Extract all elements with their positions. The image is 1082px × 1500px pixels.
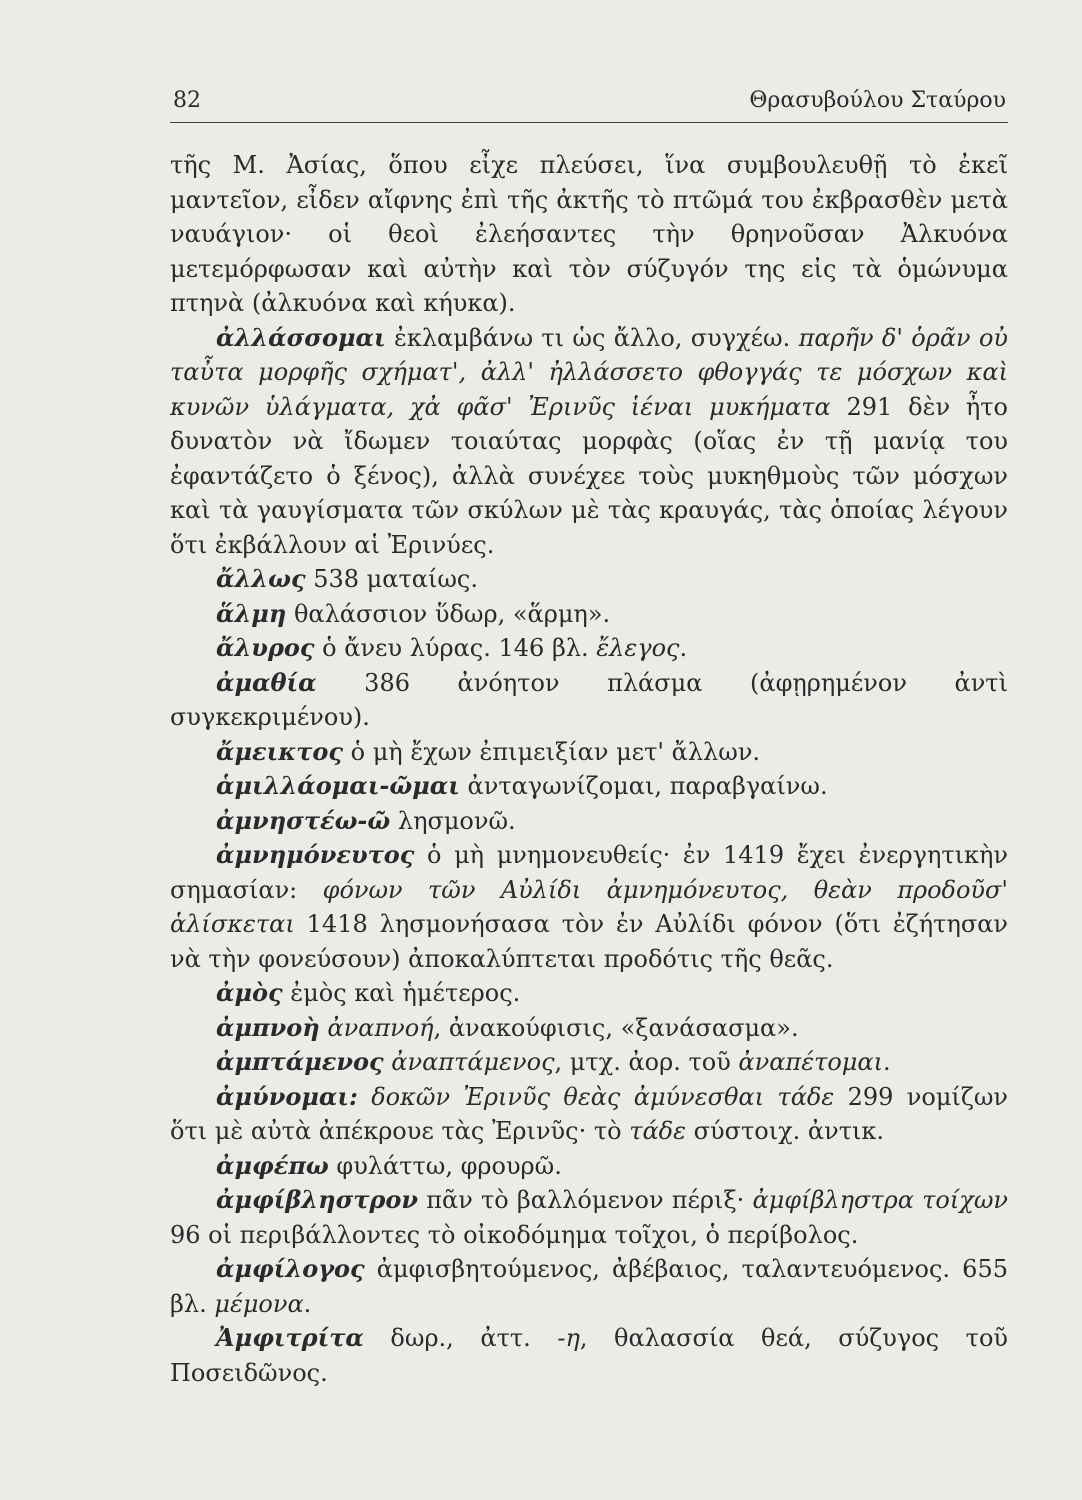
entry-headword: ἁμιλλάομαι-ῶμαι	[216, 771, 460, 800]
entry-headword: ἀμὸς	[216, 978, 283, 1007]
entry-quotation: -η	[557, 1324, 580, 1352]
glossary-entry	[170, 804, 1008, 839]
entry-definition: σύστοιχ. ἀντικ.	[686, 1117, 885, 1145]
entry-quotation: ἔλεγος	[596, 634, 680, 662]
running-head: Θρασυβούλου Σταύρου	[749, 88, 1006, 113]
glossary-entry	[170, 838, 1008, 976]
glossary-entry	[170, 1183, 1008, 1252]
entry-definition: 1418 λησμονήσασα τὸν ἐν Αὐλίδι φόνον (ὅτι ἐζήτησαν νὰ τὴν φονεύσουν) ἀποκαλύπτεται προδότις τῆς θεᾶς.	[170, 910, 1008, 973]
page-header	[170, 82, 1008, 123]
entry-definition: ἀνταγωνίζομαι, παραβγαίνω.	[459, 772, 828, 800]
entry-definition: ὁ ἄνευ λύρας. 146 βλ.	[314, 634, 597, 662]
glossary-entry	[170, 597, 1008, 632]
entry-definition: , μτχ. ἀορ. τοῦ	[554, 1048, 739, 1076]
entry-headword: ἀμφίβληστρον	[216, 1185, 419, 1214]
entry-quotation: ἀναπέτομαι	[738, 1048, 884, 1076]
entry-definition: 96 οἱ περιβάλλοντες τὸ οἰκοδόμημα τοῖχοι, ὁ περίβολος.	[170, 1220, 859, 1249]
glossary-entry	[170, 735, 1008, 770]
glossary-entry	[170, 1080, 1008, 1149]
entry-quotation: παρῆν δ' ὁρᾶν οὐ ταὖτα μορφῆς σχήματ', ἀλλ' ἠλλάσσετο φθογγάς τε μόσχων καὶ κυνῶν ὑλάγματα, χἀ φᾶσ' Ἐρινῦς ἱέναι μυκήματα	[170, 323, 1009, 421]
entry-quotation: ἀμφίβληστρα τοίχων	[752, 1186, 1008, 1214]
glossary-body	[170, 148, 1008, 1390]
glossary-entries	[170, 321, 1008, 1391]
entry-headword: Ἀμφιτρίτα	[216, 1323, 364, 1352]
entry-definition: .	[303, 1289, 312, 1318]
glossary-entry	[170, 666, 1008, 735]
entry-definition: 299 νομίζων ὅτι μὲ αὐτὰ ἀπέκρουε τὰς Ἐρινῦς· τὸ	[170, 1082, 1008, 1145]
entry-definition: ὁ μὴ ἔχων ἐπιμειξίαν μετ' ἄλλων.	[343, 737, 761, 766]
entry-quotation: τάδε	[629, 1117, 686, 1145]
glossary-entry	[170, 631, 1008, 666]
entry-definition: , ἀνακούφισις, «ξανάσασμα».	[433, 1013, 799, 1042]
entry-headword: ἄμεικτος	[216, 736, 343, 766]
entry-quotation: δοκῶν Ἐρινῦς θεὰς ἀμύνεσθαι τάδε	[371, 1082, 835, 1111]
glossary-entry	[170, 321, 1008, 563]
entry-headword: ἀμαθία	[216, 667, 317, 697]
entry-definition: 538 ματαίως.	[305, 565, 478, 593]
glossary-entry	[170, 1321, 1008, 1390]
glossary-entry	[170, 769, 1008, 804]
entry-definition: ὁ μὴ μνημονευθείς· ἐν 1419 ἔχει ἐνεργητικὴν σημασίαν:	[170, 841, 1008, 904]
entry-quotation: ἀναπνοή	[327, 1013, 434, 1042]
entry-definition: .	[883, 1048, 891, 1076]
entry-definition: ἐκλαμβάνω τι ὡς ἄλλο, συγχέω.	[385, 323, 799, 352]
continuation-paragraph: τῆς Μ. Ἀσίας, ὅπου εἶχε πλεύσει, ἵνα συμβουλευθῇ τὸ ἐκεῖ μαντεῖον, εἶδεν αἴφνης ἐπὶ τῆς ἀκτῆς τὸ πτῶμά του ἐκβρασθὲν μετὰ ναυάγιον· οἱ θεοὶ ἐλεήσαντες τὴν θρηνοῦσαν Ἀλκυόνα μετεμόρφωσαν καὶ αὐτὴν καὶ τὸν σύζυγόν της εἰς τὰ ὁμώνυμα πτηνὰ (ἀλκυόνα καὶ κήυκα).	[170, 151, 1008, 317]
entry-quotation: μέμονα	[214, 1289, 304, 1318]
glossary-entry	[170, 1149, 1008, 1184]
entry-definition: 291 δὲν ἦτο δυνατὸν νὰ ἴδωμεν τοιαύτας μορφὰς (οἵας ἐν τῇ μανίᾳ του ἐφαντάζετο ὁ ξένος), ἀλλὰ συνέχεε τοὺς μυκηθμοὺς τῶν μόσχων καὶ τὰ γαυγίσματα τῶν σκύλων μὲ τὰς κραυγάς, τὰς ὁποίας λέγουν ὅτι ἐκβάλλουν αἱ Ἐρινύες.	[170, 392, 1008, 559]
entry-headword: ἀμπνοὴ	[216, 1012, 320, 1042]
glossary-entry	[170, 1045, 1008, 1080]
entry-headword: ἀμνηστέω-ῶ	[216, 805, 391, 835]
entry-definition: .	[679, 634, 688, 662]
entry-definition: λησμονῶ.	[390, 806, 516, 835]
entry-definition: ἀμφισβητούμενος, ἀβέβαιος, ταλαντευόμενος. 655 βλ.	[170, 1255, 1008, 1318]
glossary-entry	[170, 1011, 1008, 1046]
entry-quotation: φόνων τῶν Αὐλίδι ἀμνημόνευτος, θεὰν προδοῦσ' ἁλίσκεται	[170, 875, 1009, 938]
entry-definition: δωρ., ἀττ.	[363, 1324, 558, 1352]
entry-definition: , θαλασσία θεά, σύζυγος τοῦ Ποσειδῶνος.	[170, 1324, 1008, 1387]
entry-definition: ἐμὸς καὶ ἡμέτερος.	[282, 979, 521, 1007]
glossary-entry	[170, 1252, 1008, 1321]
entry-headword: ἀμφέπω	[216, 1150, 329, 1180]
glossary-entry	[170, 562, 1008, 597]
page-number: 82	[173, 88, 201, 113]
entry-definition: 386 ἀνόητον πλάσμα (ἀφῃρημένον ἀντὶ συγκεκριμένου).	[170, 668, 1008, 731]
entry-headword: ἀμπτάμενος	[216, 1047, 384, 1076]
entry-headword: ἀλλάσσομαι	[216, 322, 386, 352]
entry-definition: φυλάττω, φρουρῶ.	[328, 1151, 562, 1180]
entry-headword: ἄλυρος	[216, 633, 315, 662]
entry-definition: πᾶν τὸ βαλλόμενον πέριξ·	[418, 1186, 753, 1214]
glossary-entry	[170, 976, 1008, 1011]
entry-definition: θαλάσσιον ὕδωρ, «ἅρμη».	[286, 599, 611, 628]
entry-headword: ἀμφίλογος	[216, 1254, 365, 1283]
entry-quotation: ἀναπτάμενος	[391, 1048, 555, 1076]
entry-definition	[358, 1083, 371, 1111]
entry-headword: ἀμύνομαι:	[216, 1081, 358, 1111]
entry-headword: ἀμνημόνευτος	[216, 840, 415, 869]
entry-headword: ἄλλως	[216, 564, 306, 593]
entry-headword: ἅλμη	[216, 598, 287, 628]
